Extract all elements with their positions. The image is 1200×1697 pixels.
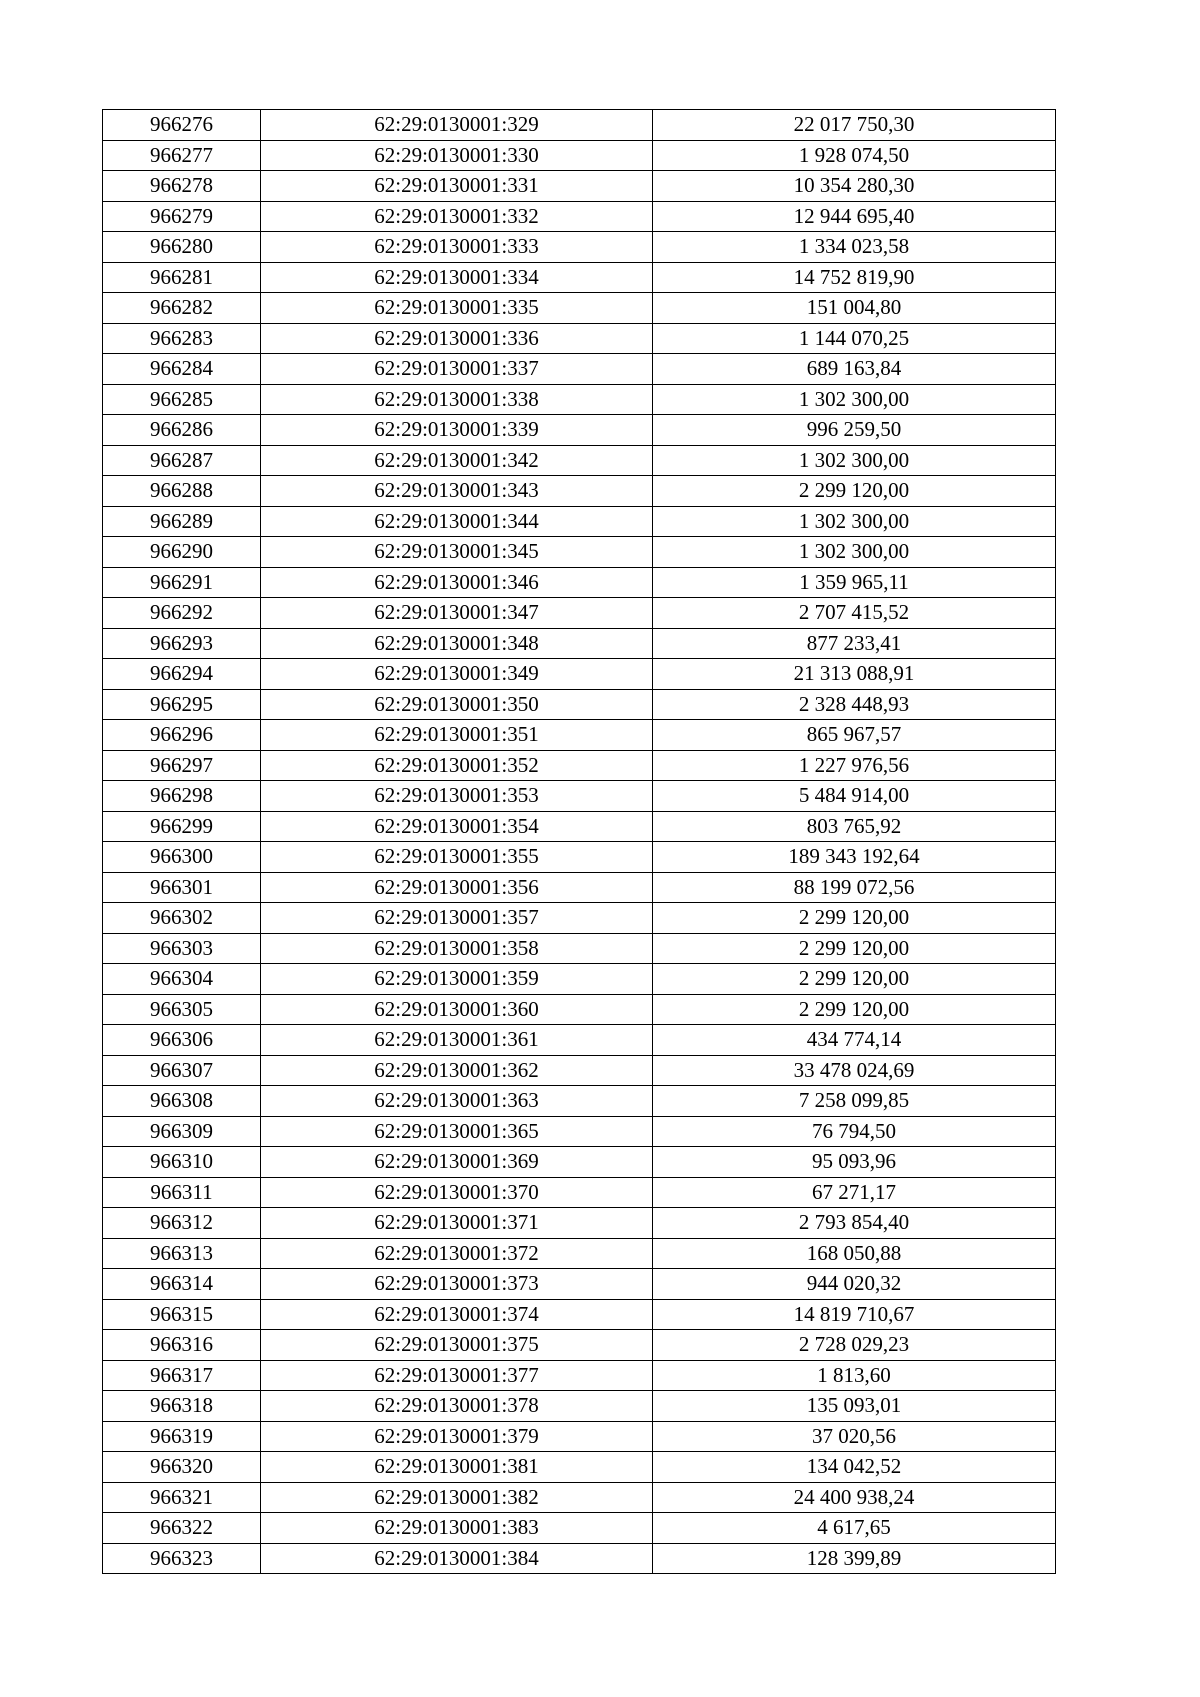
- value-cell: 1 334 023,58: [653, 232, 1056, 263]
- table-row: [103, 1299, 1056, 1330]
- row-number-cell: 966284: [103, 354, 261, 385]
- value-cell: 2 299 120,00: [653, 476, 1056, 507]
- row-number-cell: 966281: [103, 262, 261, 293]
- table-row: [103, 1421, 1056, 1452]
- row-number-cell: 966289: [103, 506, 261, 537]
- row-number-cell: 966312: [103, 1208, 261, 1239]
- cadastral-number-cell: 62:29:0130001:355: [261, 842, 653, 873]
- table-row: [103, 384, 1056, 415]
- row-number-cell: 966303: [103, 933, 261, 964]
- value-cell: 2 299 120,00: [653, 903, 1056, 934]
- table-row: [103, 171, 1056, 202]
- table-row: [103, 1391, 1056, 1422]
- value-cell: 21 313 088,91: [653, 659, 1056, 690]
- row-number-cell: 966276: [103, 110, 261, 141]
- table-row: [103, 598, 1056, 629]
- value-cell: 7 258 099,85: [653, 1086, 1056, 1117]
- table-row: [103, 842, 1056, 873]
- table-row: [103, 994, 1056, 1025]
- row-number-cell: 966304: [103, 964, 261, 995]
- value-cell: 2 793 854,40: [653, 1208, 1056, 1239]
- table-row: [103, 110, 1056, 141]
- table-row: [103, 415, 1056, 446]
- cadastral-number-cell: 62:29:0130001:351: [261, 720, 653, 751]
- value-cell: 134 042,52: [653, 1452, 1056, 1483]
- table-row: [103, 506, 1056, 537]
- table-row: [103, 1330, 1056, 1361]
- cadastral-number-cell: 62:29:0130001:357: [261, 903, 653, 934]
- table-row: [103, 140, 1056, 171]
- value-cell: 996 259,50: [653, 415, 1056, 446]
- row-number-cell: 966294: [103, 659, 261, 690]
- value-cell: 151 004,80: [653, 293, 1056, 324]
- row-number-cell: 966317: [103, 1360, 261, 1391]
- row-number-cell: 966311: [103, 1177, 261, 1208]
- value-cell: 689 163,84: [653, 354, 1056, 385]
- row-number-cell: 966319: [103, 1421, 261, 1452]
- cadastral-number-cell: 62:29:0130001:371: [261, 1208, 653, 1239]
- row-number-cell: 966278: [103, 171, 261, 202]
- value-cell: 2 299 120,00: [653, 933, 1056, 964]
- table-row: [103, 1269, 1056, 1300]
- row-number-cell: 966314: [103, 1269, 261, 1300]
- row-number-cell: 966283: [103, 323, 261, 354]
- row-number-cell: 966301: [103, 872, 261, 903]
- cadastral-number-cell: 62:29:0130001:374: [261, 1299, 653, 1330]
- row-number-cell: 966322: [103, 1513, 261, 1544]
- value-cell: 4 617,65: [653, 1513, 1056, 1544]
- cadastral-number-cell: 62:29:0130001:346: [261, 567, 653, 598]
- table-row: [103, 689, 1056, 720]
- cadastral-number-cell: 62:29:0130001:350: [261, 689, 653, 720]
- value-cell: 24 400 938,24: [653, 1482, 1056, 1513]
- table-row: [103, 445, 1056, 476]
- row-number-cell: 966321: [103, 1482, 261, 1513]
- value-cell: 2 328 448,93: [653, 689, 1056, 720]
- value-cell: 1 302 300,00: [653, 445, 1056, 476]
- cadastral-number-cell: 62:29:0130001:342: [261, 445, 653, 476]
- row-number-cell: 966282: [103, 293, 261, 324]
- row-number-cell: 966302: [103, 903, 261, 934]
- row-number-cell: 966300: [103, 842, 261, 873]
- cadastral-number-cell: 62:29:0130001:337: [261, 354, 653, 385]
- value-cell: 1 302 300,00: [653, 537, 1056, 568]
- cadastral-number-cell: 62:29:0130001:353: [261, 781, 653, 812]
- row-number-cell: 966292: [103, 598, 261, 629]
- table-row: [103, 537, 1056, 568]
- row-number-cell: 966316: [103, 1330, 261, 1361]
- value-cell: 803 765,92: [653, 811, 1056, 842]
- table-row: [103, 232, 1056, 263]
- row-number-cell: 966299: [103, 811, 261, 842]
- value-cell: 434 774,14: [653, 1025, 1056, 1056]
- row-number-cell: 966286: [103, 415, 261, 446]
- table-row: [103, 750, 1056, 781]
- value-cell: 14 752 819,90: [653, 262, 1056, 293]
- row-number-cell: 966310: [103, 1147, 261, 1178]
- table-row: [103, 628, 1056, 659]
- cadastral-number-cell: 62:29:0130001:330: [261, 140, 653, 171]
- cadastral-number-cell: 62:29:0130001:335: [261, 293, 653, 324]
- value-cell: 877 233,41: [653, 628, 1056, 659]
- table-row: [103, 1452, 1056, 1483]
- value-cell: 865 967,57: [653, 720, 1056, 751]
- value-cell: 67 271,17: [653, 1177, 1056, 1208]
- table-row: [103, 1177, 1056, 1208]
- table-row: [103, 1116, 1056, 1147]
- row-number-cell: 966315: [103, 1299, 261, 1330]
- row-number-cell: 966318: [103, 1391, 261, 1422]
- row-number-cell: 966277: [103, 140, 261, 171]
- table-row: [103, 903, 1056, 934]
- cadastral-number-cell: 62:29:0130001:370: [261, 1177, 653, 1208]
- value-cell: 76 794,50: [653, 1116, 1056, 1147]
- cadastral-number-cell: 62:29:0130001:347: [261, 598, 653, 629]
- cadastral-number-cell: 62:29:0130001:384: [261, 1543, 653, 1574]
- value-cell: 2 728 029,23: [653, 1330, 1056, 1361]
- row-number-cell: 966307: [103, 1055, 261, 1086]
- table-row: [103, 1025, 1056, 1056]
- value-cell: 33 478 024,69: [653, 1055, 1056, 1086]
- row-number-cell: 966295: [103, 689, 261, 720]
- table-row: [103, 1360, 1056, 1391]
- cadastral-number-cell: 62:29:0130001:369: [261, 1147, 653, 1178]
- cadastral-number-cell: 62:29:0130001:358: [261, 933, 653, 964]
- table-row: [103, 1238, 1056, 1269]
- table-row: [103, 323, 1056, 354]
- value-cell: 22 017 750,30: [653, 110, 1056, 141]
- table-row: [103, 811, 1056, 842]
- value-cell: 1 227 976,56: [653, 750, 1056, 781]
- value-cell: 10 354 280,30: [653, 171, 1056, 202]
- cadastral-number-cell: 62:29:0130001:352: [261, 750, 653, 781]
- cadastral-number-cell: 62:29:0130001:333: [261, 232, 653, 263]
- cadastral-value-table: [102, 109, 1056, 1574]
- table-row: [103, 1543, 1056, 1574]
- value-cell: 88 199 072,56: [653, 872, 1056, 903]
- value-cell: 5 484 914,00: [653, 781, 1056, 812]
- cadastral-number-cell: 62:29:0130001:363: [261, 1086, 653, 1117]
- row-number-cell: 966298: [103, 781, 261, 812]
- row-number-cell: 966305: [103, 994, 261, 1025]
- table-row: [103, 720, 1056, 751]
- value-cell: 1 813,60: [653, 1360, 1056, 1391]
- cadastral-number-cell: 62:29:0130001:372: [261, 1238, 653, 1269]
- value-cell: 1 928 074,50: [653, 140, 1056, 171]
- table-row: [103, 1055, 1056, 1086]
- value-cell: 37 020,56: [653, 1421, 1056, 1452]
- row-number-cell: 966313: [103, 1238, 261, 1269]
- row-number-cell: 966280: [103, 232, 261, 263]
- cadastral-number-cell: 62:29:0130001:378: [261, 1391, 653, 1422]
- cadastral-number-cell: 62:29:0130001:379: [261, 1421, 653, 1452]
- cadastral-number-cell: 62:29:0130001:382: [261, 1482, 653, 1513]
- cadastral-number-cell: 62:29:0130001:344: [261, 506, 653, 537]
- value-cell: 128 399,89: [653, 1543, 1056, 1574]
- row-number-cell: 966291: [103, 567, 261, 598]
- cadastral-number-cell: 62:29:0130001:383: [261, 1513, 653, 1544]
- table-row: [103, 293, 1056, 324]
- row-number-cell: 966285: [103, 384, 261, 415]
- cadastral-number-cell: 62:29:0130001:375: [261, 1330, 653, 1361]
- cadastral-number-cell: 62:29:0130001:338: [261, 384, 653, 415]
- table-row: [103, 933, 1056, 964]
- cadastral-number-cell: 62:29:0130001:343: [261, 476, 653, 507]
- cadastral-number-cell: 62:29:0130001:348: [261, 628, 653, 659]
- cadastral-number-cell: 62:29:0130001:360: [261, 994, 653, 1025]
- cadastral-number-cell: 62:29:0130001:373: [261, 1269, 653, 1300]
- cadastral-number-cell: 62:29:0130001:365: [261, 1116, 653, 1147]
- row-number-cell: 966293: [103, 628, 261, 659]
- value-cell: 1 359 965,11: [653, 567, 1056, 598]
- row-number-cell: 966296: [103, 720, 261, 751]
- value-cell: 135 093,01: [653, 1391, 1056, 1422]
- cadastral-number-cell: 62:29:0130001:334: [261, 262, 653, 293]
- row-number-cell: 966290: [103, 537, 261, 568]
- row-number-cell: 966320: [103, 1452, 261, 1483]
- table-row: [103, 1086, 1056, 1117]
- cadastral-number-cell: 62:29:0130001:362: [261, 1055, 653, 1086]
- value-cell: 189 343 192,64: [653, 842, 1056, 873]
- row-number-cell: 966309: [103, 1116, 261, 1147]
- row-number-cell: 966279: [103, 201, 261, 232]
- table-row: [103, 781, 1056, 812]
- cadastral-number-cell: 62:29:0130001:336: [261, 323, 653, 354]
- table-row: [103, 1513, 1056, 1544]
- table-row: [103, 1208, 1056, 1239]
- cadastral-number-cell: 62:29:0130001:349: [261, 659, 653, 690]
- row-number-cell: 966308: [103, 1086, 261, 1117]
- cadastral-number-cell: 62:29:0130001:345: [261, 537, 653, 568]
- value-cell: 1 302 300,00: [653, 384, 1056, 415]
- value-cell: 2 299 120,00: [653, 964, 1056, 995]
- value-cell: 95 093,96: [653, 1147, 1056, 1178]
- table-row: [103, 354, 1056, 385]
- cadastral-number-cell: 62:29:0130001:354: [261, 811, 653, 842]
- row-number-cell: 966323: [103, 1543, 261, 1574]
- value-cell: 168 050,88: [653, 1238, 1056, 1269]
- row-number-cell: 966306: [103, 1025, 261, 1056]
- cadastral-number-cell: 62:29:0130001:339: [261, 415, 653, 446]
- cadastral-number-cell: 62:29:0130001:359: [261, 964, 653, 995]
- table-row: [103, 476, 1056, 507]
- table-row: [103, 964, 1056, 995]
- table-row: [103, 659, 1056, 690]
- cadastral-number-cell: 62:29:0130001:361: [261, 1025, 653, 1056]
- row-number-cell: 966287: [103, 445, 261, 476]
- row-number-cell: 966297: [103, 750, 261, 781]
- value-cell: 1 302 300,00: [653, 506, 1056, 537]
- table-row: [103, 201, 1056, 232]
- cadastral-number-cell: 62:29:0130001:381: [261, 1452, 653, 1483]
- value-cell: 944 020,32: [653, 1269, 1056, 1300]
- table-row: [103, 262, 1056, 293]
- cadastral-number-cell: 62:29:0130001:332: [261, 201, 653, 232]
- table-row: [103, 1482, 1056, 1513]
- table-row: [103, 567, 1056, 598]
- value-cell: 1 144 070,25: [653, 323, 1056, 354]
- table-row: [103, 1147, 1056, 1178]
- value-cell: 2 707 415,52: [653, 598, 1056, 629]
- value-cell: 14 819 710,67: [653, 1299, 1056, 1330]
- value-cell: 12 944 695,40: [653, 201, 1056, 232]
- table-body: [103, 110, 1056, 1574]
- row-number-cell: 966288: [103, 476, 261, 507]
- value-cell: 2 299 120,00: [653, 994, 1056, 1025]
- cadastral-number-cell: 62:29:0130001:331: [261, 171, 653, 202]
- table-row: [103, 872, 1056, 903]
- cadastral-number-cell: 62:29:0130001:329: [261, 110, 653, 141]
- cadastral-number-cell: 62:29:0130001:377: [261, 1360, 653, 1391]
- cadastral-number-cell: 62:29:0130001:356: [261, 872, 653, 903]
